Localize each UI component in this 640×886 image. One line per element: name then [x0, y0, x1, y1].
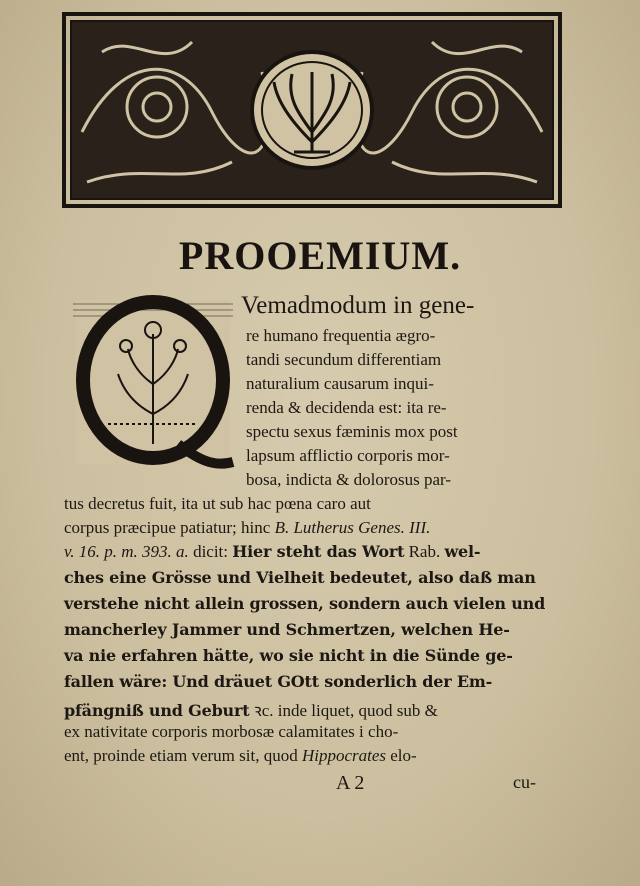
text-run: elo-	[386, 746, 417, 765]
text-line	[64, 746, 417, 766]
fraktur-line: fallen wäre: Und dräuet GOtt sonderlich der Em-	[64, 672, 493, 691]
fraktur-run: pfängniß und Geburt	[64, 701, 250, 720]
text-line: spectu sexus fæminis mox post	[246, 422, 458, 441]
text-line: re humano frequentia ægro-	[246, 326, 436, 345]
text-run: Rab.	[404, 542, 445, 561]
signature-mark: A 2	[336, 772, 365, 794]
text-run: ꝛc. inde liquet, quod sub &	[249, 701, 438, 720]
name-italic: Hippocrates	[301, 746, 386, 765]
fraktur-line: ches eine Grösse und Vielheit bedeutet, also daß man	[64, 568, 536, 587]
text-line: ex nativitate corporis morbosæ calamitates i cho-	[64, 722, 399, 741]
fraktur-line: mancherley Jammer und Schmertzen, welchen He-	[64, 620, 510, 639]
fraktur-run: Hier steht das Wort	[232, 542, 405, 561]
text-run: dicit:	[188, 542, 233, 561]
text-line-opening: Vemadmodum in gene-	[241, 292, 475, 319]
text-line: lapsum afflictio corporis mor-	[246, 446, 450, 465]
text-line	[64, 698, 438, 721]
text-run: corpus præcipue patiatur; hinc	[64, 518, 275, 537]
text-line: tus decretus fuit, ita ut sub hac pœna caro aut	[64, 494, 371, 513]
decorated-initial-q	[68, 294, 238, 470]
catchword: cu-	[513, 772, 536, 792]
fraktur-run: wel-	[444, 542, 481, 561]
text-run: ent, proinde etiam verum sit, quod	[64, 746, 302, 765]
fraktur-line: verstehe nicht allein grossen, sondern auch vielen und	[64, 594, 546, 613]
ornamental-headpiece	[62, 12, 562, 208]
fraktur-line: va nie erfahren hätte, wo sie nicht in die Sünde ge-	[64, 646, 513, 665]
text-line: renda & decidenda est: ita re-	[246, 398, 447, 417]
citation: B. Lutherus Genes. III.	[274, 518, 431, 537]
text-line: tandi secundum differentiam	[246, 350, 442, 369]
text-line: bosa, indicta & dolorosus par-	[246, 470, 452, 489]
text-line	[64, 518, 430, 538]
citation-ref: v. 16. p. m. 393. a.	[64, 542, 189, 561]
page-title: PROOEMIUM.	[178, 233, 462, 278]
text-line	[64, 542, 480, 562]
text-line: naturalium causarum inqui-	[246, 374, 434, 393]
